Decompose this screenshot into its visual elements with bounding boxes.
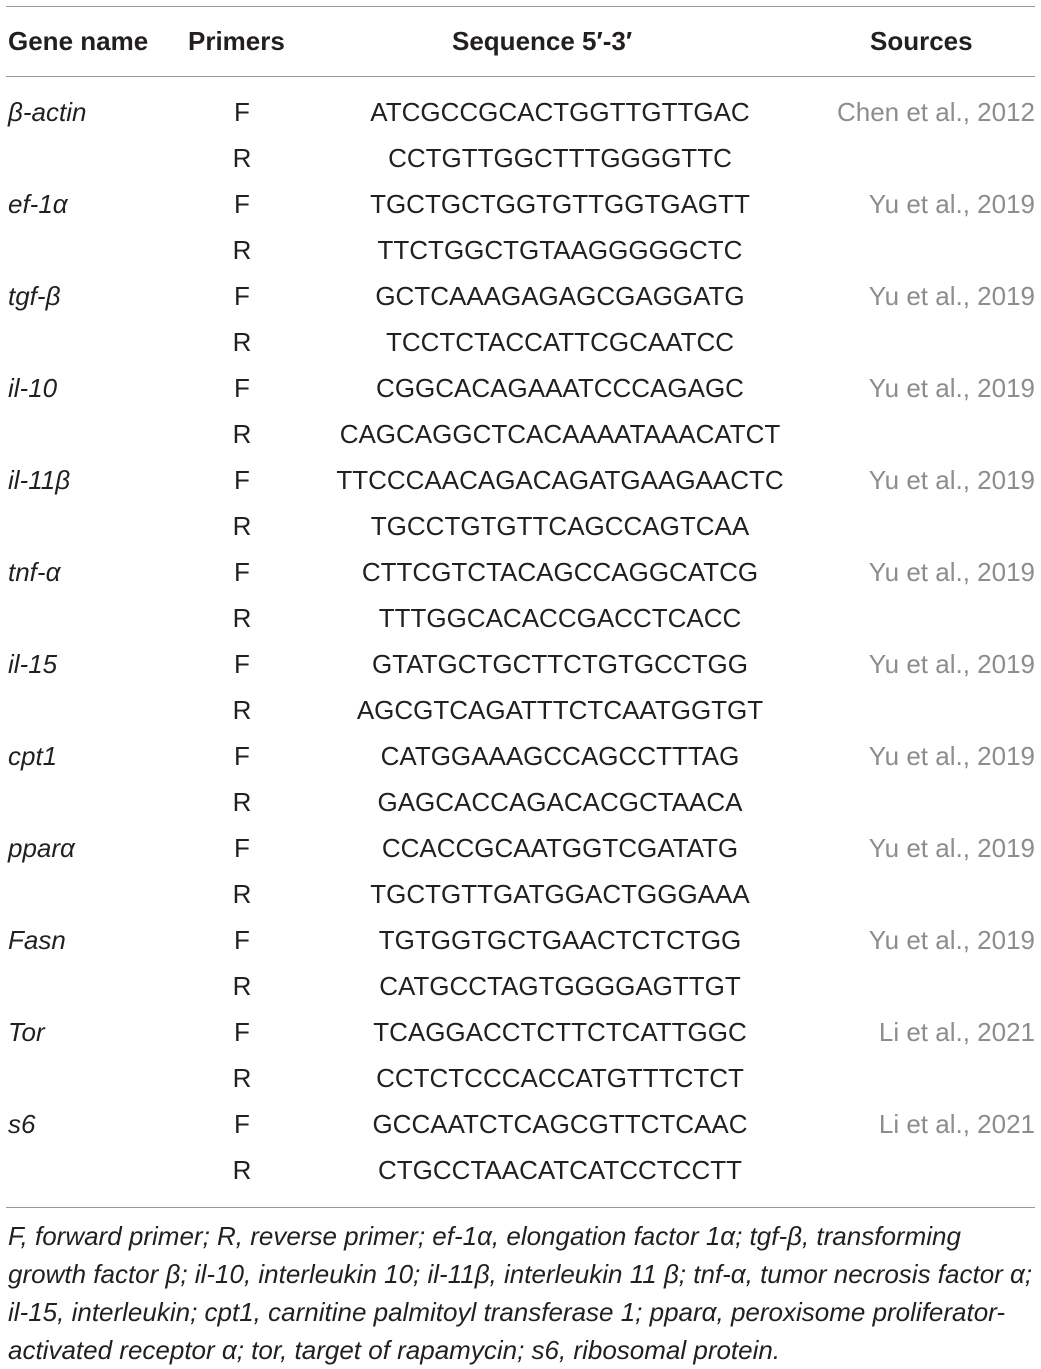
primer-cell: F <box>234 373 250 403</box>
bottom-rule <box>6 1207 1035 1208</box>
source-cell: Yu et al., 2019 <box>868 189 1035 219</box>
primer-cell: R <box>232 971 252 1001</box>
sequence-cell: CATGCCTAGTGGGGAGTTGT <box>379 971 741 1001</box>
table-row <box>0 733 1041 779</box>
sequence-cell: CAGCAGGCTCACAAAATAAACATCT <box>339 419 781 449</box>
table-row <box>0 1009 1041 1055</box>
sequence-cell: TTTGGCACACCGACCTCACC <box>378 603 742 633</box>
header-sources: Sources <box>870 26 973 56</box>
table-row <box>0 779 1041 825</box>
header-primers: Primers <box>188 26 285 56</box>
primer-cell: F <box>234 281 250 311</box>
primer-cell: F <box>234 649 250 679</box>
primer-cell: F <box>234 189 250 219</box>
sequence-cell: CGGCACAGAAATCCCAGAGC <box>376 373 744 403</box>
gene-name-cell: il-15 <box>8 649 58 679</box>
sequence-cell: TGCCTGTGTTCAGCCAGTCAA <box>370 511 750 541</box>
gene-name-cell: s6 <box>8 1109 36 1139</box>
gene-name-cell: pparα <box>8 833 75 863</box>
gene-name-cell: cpt1 <box>8 741 58 771</box>
table-row <box>0 365 1041 411</box>
sequence-cell: TTCCCAACAGACAGATGAAGAACTC <box>336 465 784 495</box>
sequence-cell: GCTCAAAGAGAGCGAGGATG <box>375 281 745 311</box>
gene-name-cell: tgf-β <box>8 281 61 311</box>
primer-cell: F <box>234 833 250 863</box>
primer-cell: R <box>232 1155 252 1185</box>
sequence-cell: TGCTGCTGGTGTTGGTGAGTT <box>370 189 750 219</box>
primer-cell: R <box>232 695 252 725</box>
gene-name-cell: Fasn <box>8 925 66 955</box>
table-row <box>0 135 1041 181</box>
primer-cell: R <box>232 879 252 909</box>
primer-cell: R <box>232 511 252 541</box>
source-cell: Li et al., 2021 <box>878 1109 1035 1139</box>
sequence-cell: TGTGGTGCTGAACTCTCTGG <box>378 925 742 955</box>
header-sequence: Sequence 5′-3′ <box>452 26 633 56</box>
table-row <box>0 825 1041 871</box>
table-header <box>0 0 1041 76</box>
source-cell: Yu et al., 2019 <box>868 465 1035 495</box>
table-row <box>0 1147 1041 1193</box>
sequence-cell: GTATGCTGCTTCTGTGCCTGG <box>372 649 748 679</box>
primer-cell: R <box>232 603 252 633</box>
table-row <box>0 319 1041 365</box>
sequence-cell: AGCGTCAGATTTCTCAATGGTGT <box>356 695 764 725</box>
table-row <box>0 595 1041 641</box>
sequence-cell: TCCTCTACCATTCGCAATCC <box>385 327 735 357</box>
source-cell: Yu et al., 2019 <box>868 281 1035 311</box>
table-row <box>0 1055 1041 1101</box>
source-cell: Yu et al., 2019 <box>868 557 1035 587</box>
table-row <box>0 687 1041 733</box>
table-row <box>0 503 1041 549</box>
table-row <box>0 273 1041 319</box>
header-rule <box>6 76 1035 77</box>
sequence-cell: CCTGTTGGCTTTGGGGTTC <box>388 143 732 173</box>
source-cell: Li et al., 2021 <box>878 1017 1035 1047</box>
primer-cell: F <box>234 1109 250 1139</box>
primer-cell: F <box>234 925 250 955</box>
table-footnote: F, forward primer; R, reverse primer; ef-1α, elongation factor 1α; tgf-β, transforming growth factor β; il-10, interleukin 10; il-11β, interleukin 11 β; tnf-α, tumor necrosis factor α; il-15, interleukin; cpt1, carnitine palmitoyl transferase 1; pparα, peroxisome proliferator-activated receptor α; tor, target of rapamycin; s6, ribosomal protein. <box>8 1221 1033 1365</box>
sequence-cell: ATCGCCGCACTGGTTGTTGAC <box>370 97 750 127</box>
gene-name-cell: ef-1α <box>8 189 68 219</box>
sequence-cell: TCAGGACCTCTTCTCATTGGC <box>373 1017 747 1047</box>
sequence-cell: CCACCGCAATGGTCGATATG <box>381 833 739 863</box>
table-row <box>0 549 1041 595</box>
source-cell: Yu et al., 2019 <box>868 649 1035 679</box>
gene-name-cell: il-10 <box>8 373 58 403</box>
table-row <box>0 917 1041 963</box>
table-row <box>0 1101 1041 1147</box>
gene-name-cell: tnf-α <box>8 557 61 587</box>
sequence-cell: GCCAATCTCAGCGTTCTCAAC <box>372 1109 748 1139</box>
sequence-cell: CTGCCTAACATCATCCTCCTT <box>378 1155 742 1185</box>
primer-cell: R <box>232 419 252 449</box>
source-cell: Yu et al., 2019 <box>868 833 1035 863</box>
sequence-cell: GAGCACCAGACACGCTAACA <box>377 787 743 817</box>
primer-cell: R <box>232 787 252 817</box>
sequence-cell: CATGGAAAGCCAGCCTTTAG <box>380 741 740 771</box>
primer-cell: F <box>234 557 250 587</box>
primer-cell: F <box>234 1017 250 1047</box>
primer-cell: F <box>234 741 250 771</box>
primer-cell: F <box>234 465 250 495</box>
table-row <box>0 181 1041 227</box>
table-row <box>0 871 1041 917</box>
sequence-cell: TGCTGTTGATGGACTGGGAAA <box>370 879 750 909</box>
gene-name-cell: il-11β <box>8 465 71 495</box>
gene-name-cell: Tor <box>8 1017 45 1047</box>
table-row <box>0 411 1041 457</box>
sequence-cell: CCTCTCCCACCATGTTTCTCT <box>376 1063 744 1093</box>
table-row <box>0 641 1041 687</box>
source-cell: Yu et al., 2019 <box>868 741 1035 771</box>
primer-cell: R <box>232 143 252 173</box>
primer-cell: F <box>234 97 250 127</box>
primer-cell: R <box>232 1063 252 1093</box>
primer-cell: R <box>232 327 252 357</box>
header-gene-name: Gene name <box>8 26 149 56</box>
table-row <box>0 457 1041 503</box>
table-row <box>0 227 1041 273</box>
source-cell: Yu et al., 2019 <box>868 373 1035 403</box>
source-cell: Chen et al., 2012 <box>836 97 1035 127</box>
sequence-cell: CTTCGTCTACAGCCAGGCATCG <box>361 557 759 587</box>
sequence-cell: TTCTGGCTGTAAGGGGGCTC <box>377 235 743 265</box>
table-row <box>0 89 1041 135</box>
gene-name-cell: β-actin <box>8 97 87 127</box>
source-cell: Yu et al., 2019 <box>868 925 1035 955</box>
primer-cell: R <box>232 235 252 265</box>
table-row <box>0 963 1041 1009</box>
